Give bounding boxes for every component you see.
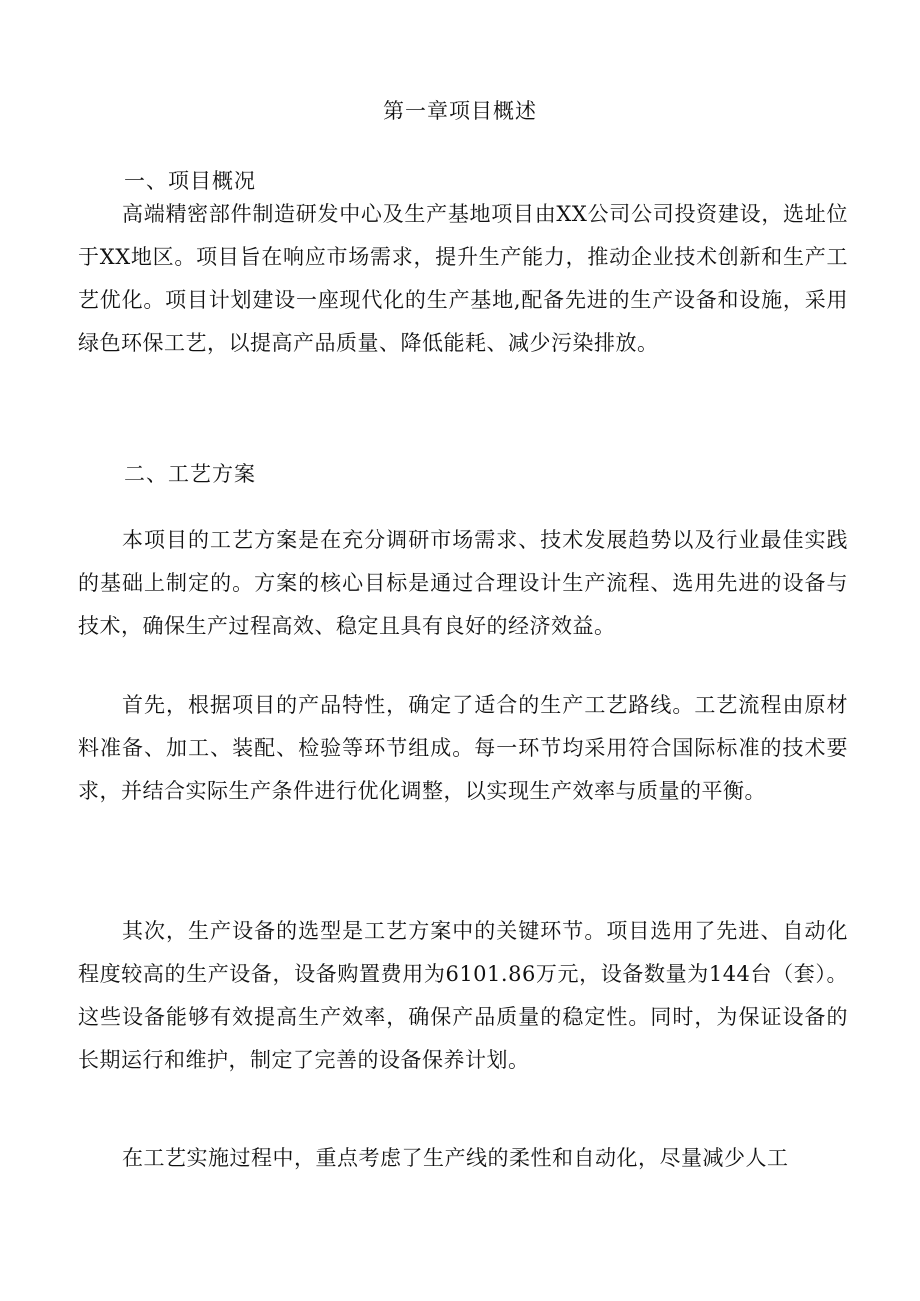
section-heading-overview: 一、项目概况 — [124, 169, 256, 193]
paragraph-implementation: 在工艺实施过程中，重点考虑了生产线的柔性和自动化，尽量减少人工 — [122, 1146, 789, 1170]
paragraph-overview: 高端精密部件制造研发中心及生产基地项目由XX公司公司投资建设，选址位于XX地区。项目旨在响应市场需求，提升生产能力，推动企业技术创新和生产工艺优化。项目计划建设一座现代化的生产基地,配备先进的生产设备和设施，采用绿色环保工艺，以提高产品质量、降低能耗、减少污染排放。 — [78, 202, 848, 355]
paragraph-process-intro: 本项目的工艺方案是在充分调研市场需求、技术发展趋势以及行业最佳实践的基础上制定的。方案的核心目标是通过合理设计生产流程、选用先进的设备与技术，确保生产过程高效、稳定且具有良好的经济效益。 — [78, 528, 848, 638]
paragraph-process-route: 首先，根据项目的产品特性，确定了适合的生产工艺路线。工艺流程由原材料准备、加工、装配、检验等环节组成。每一环节均采用符合国际标准的技术要求，并结合实际生产条件进行优化调整，以实现生产效率与质量的平衡。 — [78, 693, 848, 803]
paragraph-equipment: 其次，生产设备的选型是工艺方案中的关键环节。项目选用了先进、自动化程度较高的生产设备，设备购置费用为6101.86万元，设备数量为144台（套）。这些设备能够有效提高生产效率，确保产品质量的稳定性。同时，为保证设备的长期运行和维护，制定了完善的设备保养计划。 — [78, 919, 848, 1072]
section-heading-process-plan: 二、工艺方案 — [124, 462, 256, 486]
chapter-title: 第一章项目概述 — [383, 99, 537, 123]
